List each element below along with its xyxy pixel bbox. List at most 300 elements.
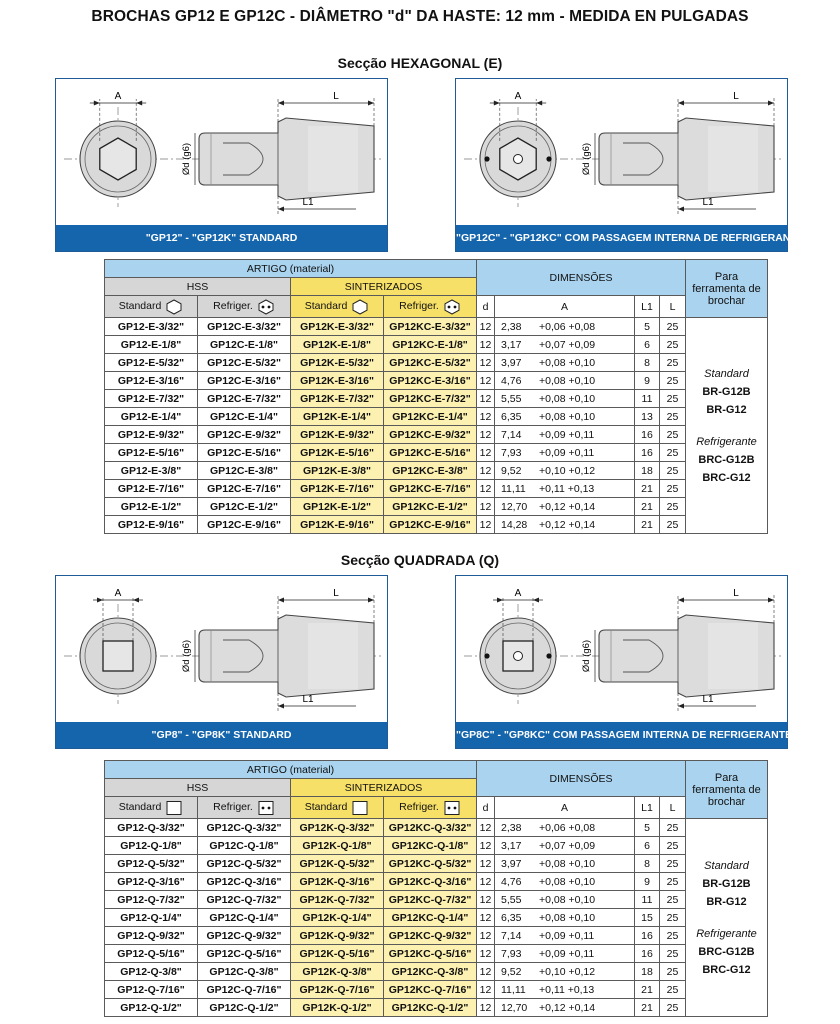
- code-hss-refriger: GP12C-Q-1/4": [198, 909, 291, 927]
- dim-d: 12: [477, 945, 495, 963]
- code-sint-standard: GP12K-E-9/16": [291, 516, 384, 534]
- code-sint-standard: GP12K-Q-1/8": [291, 837, 384, 855]
- hexagon-icon: [165, 299, 183, 315]
- dim-a-value: 2,38: [501, 821, 522, 834]
- dim-l: 25: [660, 498, 686, 516]
- dimension-a-label: A: [114, 91, 122, 102]
- dim-l: 25: [660, 462, 686, 480]
- code-hss-refriger: GP12C-E-3/32": [198, 318, 291, 336]
- dim-a-cell: [495, 891, 635, 909]
- dimension-d-label: Ød (g6): [581, 142, 592, 176]
- header-standard-label: Standard: [118, 300, 162, 313]
- dim-a-tolerance: +0,08 +0,10: [539, 356, 596, 369]
- dimension-l-label: L: [333, 588, 339, 599]
- dim-l: 25: [660, 837, 686, 855]
- code-sint-standard: GP12K-E-9/32": [291, 426, 384, 444]
- dim-l: 25: [660, 999, 686, 1017]
- code-sint-standard: GP12K-Q-3/8": [291, 963, 384, 981]
- header-col-l1: L1: [635, 797, 660, 819]
- dim-l1: 21: [635, 981, 660, 999]
- code-hss-refriger: GP12C-Q-9/32": [198, 927, 291, 945]
- dimension-l-label: L: [333, 91, 339, 102]
- dim-d: 12: [477, 873, 495, 891]
- tool-compat-cell: [686, 318, 768, 534]
- square-icon: [351, 800, 369, 816]
- code-hss-standard: GP12-Q-1/4": [105, 909, 198, 927]
- header-col-l: L: [660, 797, 686, 819]
- header-dimensoes: DIMENSÕES: [477, 761, 686, 797]
- dim-a-cell: [495, 390, 635, 408]
- table-row: [105, 819, 768, 837]
- dim-d: 12: [477, 426, 495, 444]
- dim-l: 25: [660, 963, 686, 981]
- dimension-l1-label: L1: [702, 197, 714, 208]
- dim-a-cell: [495, 873, 635, 891]
- code-hss-refriger: GP12C-Q-3/16": [198, 873, 291, 891]
- dim-l1: 21: [635, 480, 660, 498]
- dim-a-cell: [495, 819, 635, 837]
- dim-a-tolerance: +0,08 +0,10: [539, 875, 596, 888]
- header-col-a: A: [495, 797, 635, 819]
- header-refriger: [384, 797, 477, 819]
- code-hss-refriger: GP12C-Q-7/16": [198, 981, 291, 999]
- code-hss-standard: GP12-E-3/16": [105, 372, 198, 390]
- dim-l1: 13: [635, 408, 660, 426]
- code-hss-standard: GP12-E-7/32": [105, 390, 198, 408]
- dimension-d-label: Ød (g6): [181, 639, 192, 673]
- dim-a-value: 9,52: [501, 464, 522, 477]
- dim-a-tolerance: +0,08 +0,10: [539, 893, 596, 906]
- header-standard-label: Standard: [304, 300, 348, 313]
- dim-a-tolerance: +0,12 +0,14: [539, 518, 596, 531]
- diagram-panel-hex-standard: [55, 78, 388, 252]
- code-sint-refriger: GP12KC-E-1/8": [384, 336, 477, 354]
- code-hss-standard: GP12-E-1/2": [105, 498, 198, 516]
- code-hss-standard: GP12-Q-3/8": [105, 963, 198, 981]
- dim-a-tolerance: +0,08 +0,10: [539, 857, 596, 870]
- code-hss-refriger: GP12C-E-3/16": [198, 372, 291, 390]
- dimension-l-label: L: [733, 91, 739, 102]
- code-hss-standard: GP12-Q-9/32": [105, 927, 198, 945]
- dim-l1: 6: [635, 336, 660, 354]
- header-col-a: A: [495, 296, 635, 318]
- dim-a-cell: [495, 999, 635, 1017]
- code-hss-refriger: GP12C-E-9/16": [198, 516, 291, 534]
- code-sint-refriger: GP12KC-Q-7/16": [384, 981, 477, 999]
- dim-l1: 16: [635, 426, 660, 444]
- tool-standard-2: BR-G12: [706, 403, 747, 416]
- dim-a-cell: [495, 426, 635, 444]
- tool-refrig-2: BRC-G12: [702, 471, 751, 484]
- dim-a-cell: [495, 336, 635, 354]
- square-section: [103, 641, 133, 671]
- dim-l1: 9: [635, 873, 660, 891]
- dim-d: 12: [477, 909, 495, 927]
- tool-standard-1: BR-G12B: [702, 877, 751, 890]
- table-row: [105, 945, 768, 963]
- dim-a-value: 7,14: [501, 428, 522, 441]
- table-row: [105, 516, 768, 534]
- dimension-a-label: A: [514, 588, 522, 599]
- dim-d: 12: [477, 480, 495, 498]
- tool-refrig-1: BRC-G12B: [698, 945, 755, 958]
- code-hss-refriger: GP12C-Q-3/8": [198, 963, 291, 981]
- dim-a-tolerance: +0,10 +0,12: [539, 965, 596, 978]
- dim-a-tolerance: +0,12 +0,14: [539, 1001, 596, 1014]
- dim-a-tolerance: +0,06 +0,08: [539, 320, 596, 333]
- table-row: [105, 390, 768, 408]
- table-row: [105, 318, 768, 336]
- diagram-panel-square-standard: [55, 575, 388, 749]
- code-hss-standard: GP12-Q-7/16": [105, 981, 198, 999]
- dim-a-tolerance: +0,07 +0,09: [539, 338, 596, 351]
- dim-l: 25: [660, 444, 686, 462]
- dim-l: 25: [660, 516, 686, 534]
- dim-l: 25: [660, 945, 686, 963]
- code-hss-refriger: GP12C-E-1/2": [198, 498, 291, 516]
- header-standard-label: Standard: [118, 801, 162, 814]
- dim-a-value: 2,38: [501, 320, 522, 333]
- code-sint-refriger: GP12KC-Q-5/16": [384, 945, 477, 963]
- dim-l1: 6: [635, 837, 660, 855]
- code-hss-standard: GP12-Q-7/32": [105, 891, 198, 909]
- code-sint-refriger: GP12KC-E-5/16": [384, 444, 477, 462]
- table-row: [105, 873, 768, 891]
- code-hss-standard: GP12-E-7/16": [105, 480, 198, 498]
- header-standard: [105, 797, 198, 819]
- code-sint-refriger: GP12KC-E-3/16": [384, 372, 477, 390]
- code-sint-standard: GP12K-E-3/16": [291, 372, 384, 390]
- table-row: [105, 909, 768, 927]
- header-hss: HSS: [105, 779, 291, 797]
- dim-a-value: 6,35: [501, 911, 522, 924]
- dim-a-tolerance: +0,11 +0,13: [539, 983, 595, 996]
- dim-l: 25: [660, 855, 686, 873]
- dim-l: 25: [660, 819, 686, 837]
- dim-l: 25: [660, 318, 686, 336]
- code-hss-refriger: GP12C-E-5/16": [198, 444, 291, 462]
- page-title: BROCHAS GP12 E GP12C - DIÂMETRO "d" DA HASTE: 12 mm - MEDIDA EN PULGADAS: [91, 8, 749, 25]
- dim-a-tolerance: +0,09 +0,11: [539, 947, 595, 960]
- dim-a-cell: [495, 963, 635, 981]
- code-sint-refriger: GP12KC-E-7/32": [384, 390, 477, 408]
- code-sint-refriger: GP12KC-E-9/32": [384, 426, 477, 444]
- header-refriger: [384, 296, 477, 318]
- header-artigo: ARTIGO (material): [105, 761, 477, 779]
- code-hss-standard: GP12-Q-3/16": [105, 873, 198, 891]
- dim-a-tolerance: +0,08 +0,10: [539, 410, 596, 423]
- dim-a-tolerance: +0,08 +0,10: [539, 374, 596, 387]
- tool-standard-label: Standard: [704, 367, 749, 380]
- code-hss-refriger: GP12C-E-1/4": [198, 408, 291, 426]
- dim-a-cell: [495, 354, 635, 372]
- diagram-caption: "GP12C" - "GP12KC" COM PASSAGEM INTERNA DE REFRIGERANTE: [456, 225, 787, 251]
- dim-d: 12: [477, 927, 495, 945]
- dim-l1: 18: [635, 963, 660, 981]
- square-icon: [165, 800, 183, 816]
- dim-d: 12: [477, 462, 495, 480]
- dim-d: 12: [477, 408, 495, 426]
- code-hss-standard: GP12-Q-5/32": [105, 855, 198, 873]
- code-sint-standard: GP12K-E-7/16": [291, 480, 384, 498]
- dim-a-tolerance: +0,08 +0,10: [539, 392, 596, 405]
- dim-a-value: 7,93: [501, 947, 522, 960]
- dim-d: 12: [477, 963, 495, 981]
- code-sint-refriger: GP12KC-Q-3/8": [384, 963, 477, 981]
- hexagon-coolant-icon: [443, 299, 461, 315]
- header-standard: [291, 296, 384, 318]
- code-sint-standard: GP12K-E-5/16": [291, 444, 384, 462]
- dim-a-value: 4,76: [501, 875, 522, 888]
- dim-a-tolerance: +0,08 +0,10: [539, 911, 596, 924]
- code-hss-refriger: GP12C-Q-3/32": [198, 819, 291, 837]
- dim-l: 25: [660, 927, 686, 945]
- table-row: [105, 999, 768, 1017]
- dim-d: 12: [477, 498, 495, 516]
- tool-refrig-label: Refrigerante: [696, 927, 757, 940]
- code-sint-standard: GP12K-Q-7/32": [291, 891, 384, 909]
- table-row: [105, 981, 768, 999]
- code-sint-refriger: GP12KC-Q-1/8": [384, 837, 477, 855]
- code-sint-standard: GP12K-E-1/8": [291, 336, 384, 354]
- dim-a-tolerance: +0,11 +0,13: [539, 482, 595, 495]
- header-standard: [105, 296, 198, 318]
- dim-l1: 21: [635, 516, 660, 534]
- dim-d: 12: [477, 318, 495, 336]
- dim-a-cell: [495, 855, 635, 873]
- tool-refrig-label: Refrigerante: [696, 435, 757, 448]
- table-row: [105, 498, 768, 516]
- code-hss-refriger: GP12C-E-5/32": [198, 354, 291, 372]
- spec-table-hexagonal: [104, 259, 768, 534]
- dim-a-cell: [495, 837, 635, 855]
- code-hss-standard: GP12-E-3/8": [105, 462, 198, 480]
- dim-l1: 8: [635, 855, 660, 873]
- table-row: [105, 855, 768, 873]
- dimension-d-label: Ød (g6): [581, 639, 592, 673]
- header-para-ferramenta: Para ferramenta de brochar: [686, 260, 768, 318]
- header-refriger: [198, 797, 291, 819]
- header-refriger-label: Refriger.: [213, 801, 253, 814]
- code-sint-standard: GP12K-Q-9/32": [291, 927, 384, 945]
- dimension-a-label: A: [114, 588, 122, 599]
- code-sint-standard: GP12K-Q-3/16": [291, 873, 384, 891]
- code-sint-refriger: GP12KC-E-1/4": [384, 408, 477, 426]
- hexagon-coolant-icon: [257, 299, 275, 315]
- dim-d: 12: [477, 372, 495, 390]
- diagram-panel-square-coolant: [455, 575, 793, 749]
- dim-l1: 5: [635, 318, 660, 336]
- dim-a-value: 3,17: [501, 839, 522, 852]
- dim-a-value: 7,14: [501, 929, 522, 942]
- dim-l: 25: [660, 426, 686, 444]
- dim-l: 25: [660, 873, 686, 891]
- dim-d: 12: [477, 891, 495, 909]
- dim-a-cell: [495, 408, 635, 426]
- header-sinterizados: SINTERIZADOS: [291, 779, 477, 797]
- square-coolant-icon: [443, 800, 461, 816]
- table-row: [105, 354, 768, 372]
- dim-l1: 21: [635, 498, 660, 516]
- dim-a-value: 11,11: [501, 482, 526, 495]
- dim-a-cell: [495, 444, 635, 462]
- code-hss-refriger: GP12C-Q-5/32": [198, 855, 291, 873]
- dim-d: 12: [477, 354, 495, 372]
- broach-drawing: [56, 576, 387, 722]
- dim-l: 25: [660, 390, 686, 408]
- dim-a-cell: [495, 498, 635, 516]
- square-coolant-icon: [257, 800, 275, 816]
- dim-a-cell: [495, 909, 635, 927]
- dim-a-value: 12,70: [501, 1001, 528, 1014]
- code-sint-refriger: GP12KC-Q-1/4": [384, 909, 477, 927]
- code-sint-refriger: GP12KC-Q-1/2": [384, 999, 477, 1017]
- section-title-square: Secção QUADRADA (Q): [340, 552, 500, 568]
- tool-refrig-1: BRC-G12B: [698, 453, 755, 466]
- dim-l1: 5: [635, 819, 660, 837]
- code-hss-refriger: GP12C-E-1/8": [198, 336, 291, 354]
- dim-a-cell: [495, 372, 635, 390]
- code-hss-refriger: GP12C-Q-1/8": [198, 837, 291, 855]
- dim-a-cell: [495, 480, 635, 498]
- dim-l1: 11: [635, 390, 660, 408]
- diagram-caption: "GP8" - "GP8K" STANDARD: [56, 722, 387, 748]
- code-hss-refriger: GP12C-Q-7/32": [198, 891, 291, 909]
- dim-l1: 16: [635, 444, 660, 462]
- code-hss-standard: GP12-Q-1/8": [105, 837, 198, 855]
- table-row: [105, 462, 768, 480]
- header-standard-label: Standard: [304, 801, 348, 814]
- dim-l1: 11: [635, 891, 660, 909]
- code-sint-standard: GP12K-Q-7/16": [291, 981, 384, 999]
- diagram-caption: "GP12" - "GP12K" STANDARD: [56, 225, 387, 251]
- dim-l: 25: [660, 891, 686, 909]
- code-sint-refriger: GP12KC-Q-7/32": [384, 891, 477, 909]
- code-sint-standard: GP12K-Q-5/32": [291, 855, 384, 873]
- header-sinterizados: SINTERIZADOS: [291, 278, 477, 296]
- table-row: [105, 963, 768, 981]
- dimension-l1-label: L1: [302, 694, 314, 705]
- dim-a-cell: [495, 981, 635, 999]
- dim-d: 12: [477, 444, 495, 462]
- dim-l1: 21: [635, 999, 660, 1017]
- header-refriger-label: Refriger.: [213, 300, 253, 313]
- dim-a-value: 14,28: [501, 518, 528, 531]
- table-row: [105, 927, 768, 945]
- code-sint-refriger: GP12KC-Q-5/32": [384, 855, 477, 873]
- dim-a-tolerance: +0,12 +0,14: [539, 500, 596, 513]
- section-title-hexagonal: Secção HEXAGONAL (E): [337, 55, 503, 71]
- broach-drawing: [456, 576, 787, 722]
- code-hss-standard: GP12-E-5/32": [105, 354, 198, 372]
- code-sint-refriger: GP12KC-E-5/32": [384, 354, 477, 372]
- spec-table-square: [104, 760, 768, 1017]
- code-hss-standard: GP12-E-3/32": [105, 318, 198, 336]
- table-row: [105, 480, 768, 498]
- diagram-panel-hex-coolant: [455, 78, 804, 252]
- code-hss-refriger: GP12C-E-7/32": [198, 390, 291, 408]
- dim-a-tolerance: +0,09 +0,11: [539, 428, 595, 441]
- header-dimensoes: DIMENSÕES: [477, 260, 686, 296]
- code-sint-standard: GP12K-Q-3/32": [291, 819, 384, 837]
- dim-l1: 9: [635, 372, 660, 390]
- code-hss-standard: GP12-Q-5/16": [105, 945, 198, 963]
- dim-a-cell: [495, 318, 635, 336]
- header-refriger: [198, 296, 291, 318]
- dim-l1: 15: [635, 909, 660, 927]
- code-sint-standard: GP12K-E-1/2": [291, 498, 384, 516]
- dimension-d-label: Ød (g6): [181, 142, 192, 176]
- table-row: [105, 426, 768, 444]
- dim-a-cell: [495, 927, 635, 945]
- table-row: [105, 336, 768, 354]
- dim-d: 12: [477, 516, 495, 534]
- diagram-caption: "GP8C" - "GP8KC" COM PASSAGEM INTERNA DE REFRIGERANTE: [456, 722, 787, 748]
- header-para-ferramenta: Para ferramenta de brochar: [686, 761, 768, 819]
- code-sint-standard: GP12K-E-7/32": [291, 390, 384, 408]
- code-sint-standard: GP12K-E-3/8": [291, 462, 384, 480]
- code-hss-refriger: GP12C-E-7/16": [198, 480, 291, 498]
- dim-a-cell: [495, 462, 635, 480]
- table-row: [105, 372, 768, 390]
- dim-a-value: 7,93: [501, 446, 522, 459]
- code-hss-refriger: GP12C-E-3/8": [198, 462, 291, 480]
- header-refriger-label: Refriger.: [399, 801, 439, 814]
- header-standard: [291, 797, 384, 819]
- table-row: [105, 444, 768, 462]
- broach-drawing: [56, 79, 387, 225]
- code-hss-standard: GP12-E-1/8": [105, 336, 198, 354]
- dim-a-tolerance: +0,09 +0,11: [539, 929, 595, 942]
- dim-a-value: 11,11: [501, 983, 526, 996]
- code-sint-refriger: GP12KC-E-9/16": [384, 516, 477, 534]
- dimension-a-label: A: [514, 91, 522, 102]
- table-row: [105, 837, 768, 855]
- code-sint-standard: GP12K-Q-1/4": [291, 909, 384, 927]
- code-hss-standard: GP12-E-9/16": [105, 516, 198, 534]
- code-hss-standard: GP12-Q-3/32": [105, 819, 198, 837]
- dim-a-value: 3,97: [501, 857, 522, 870]
- code-sint-standard: GP12K-Q-1/2": [291, 999, 384, 1017]
- header-col-l: L: [660, 296, 686, 318]
- code-sint-refriger: GP12KC-Q-3/16": [384, 873, 477, 891]
- dim-d: 12: [477, 336, 495, 354]
- code-sint-refriger: GP12KC-E-3/8": [384, 462, 477, 480]
- dim-d: 12: [477, 855, 495, 873]
- tool-standard-2: BR-G12: [706, 895, 747, 908]
- code-hss-standard: GP12-E-9/32": [105, 426, 198, 444]
- dim-l1: 18: [635, 462, 660, 480]
- dim-l: 25: [660, 354, 686, 372]
- dim-a-value: 3,97: [501, 356, 522, 369]
- dim-a-tolerance: +0,10 +0,12: [539, 464, 596, 477]
- broach-drawing: [456, 79, 787, 225]
- dim-d: 12: [477, 999, 495, 1017]
- dim-l: 25: [660, 480, 686, 498]
- code-sint-standard: GP12K-E-5/32": [291, 354, 384, 372]
- dim-l: 25: [660, 336, 686, 354]
- tool-refrig-2: BRC-G12: [702, 963, 751, 976]
- dim-a-cell: [495, 516, 635, 534]
- dim-l1: 16: [635, 927, 660, 945]
- dim-d: 12: [477, 390, 495, 408]
- code-sint-standard: GP12K-E-3/32": [291, 318, 384, 336]
- code-sint-refriger: GP12KC-Q-9/32": [384, 927, 477, 945]
- dim-l1: 8: [635, 354, 660, 372]
- table-row: [105, 891, 768, 909]
- dim-a-value: 12,70: [501, 500, 528, 513]
- dim-d: 12: [477, 837, 495, 855]
